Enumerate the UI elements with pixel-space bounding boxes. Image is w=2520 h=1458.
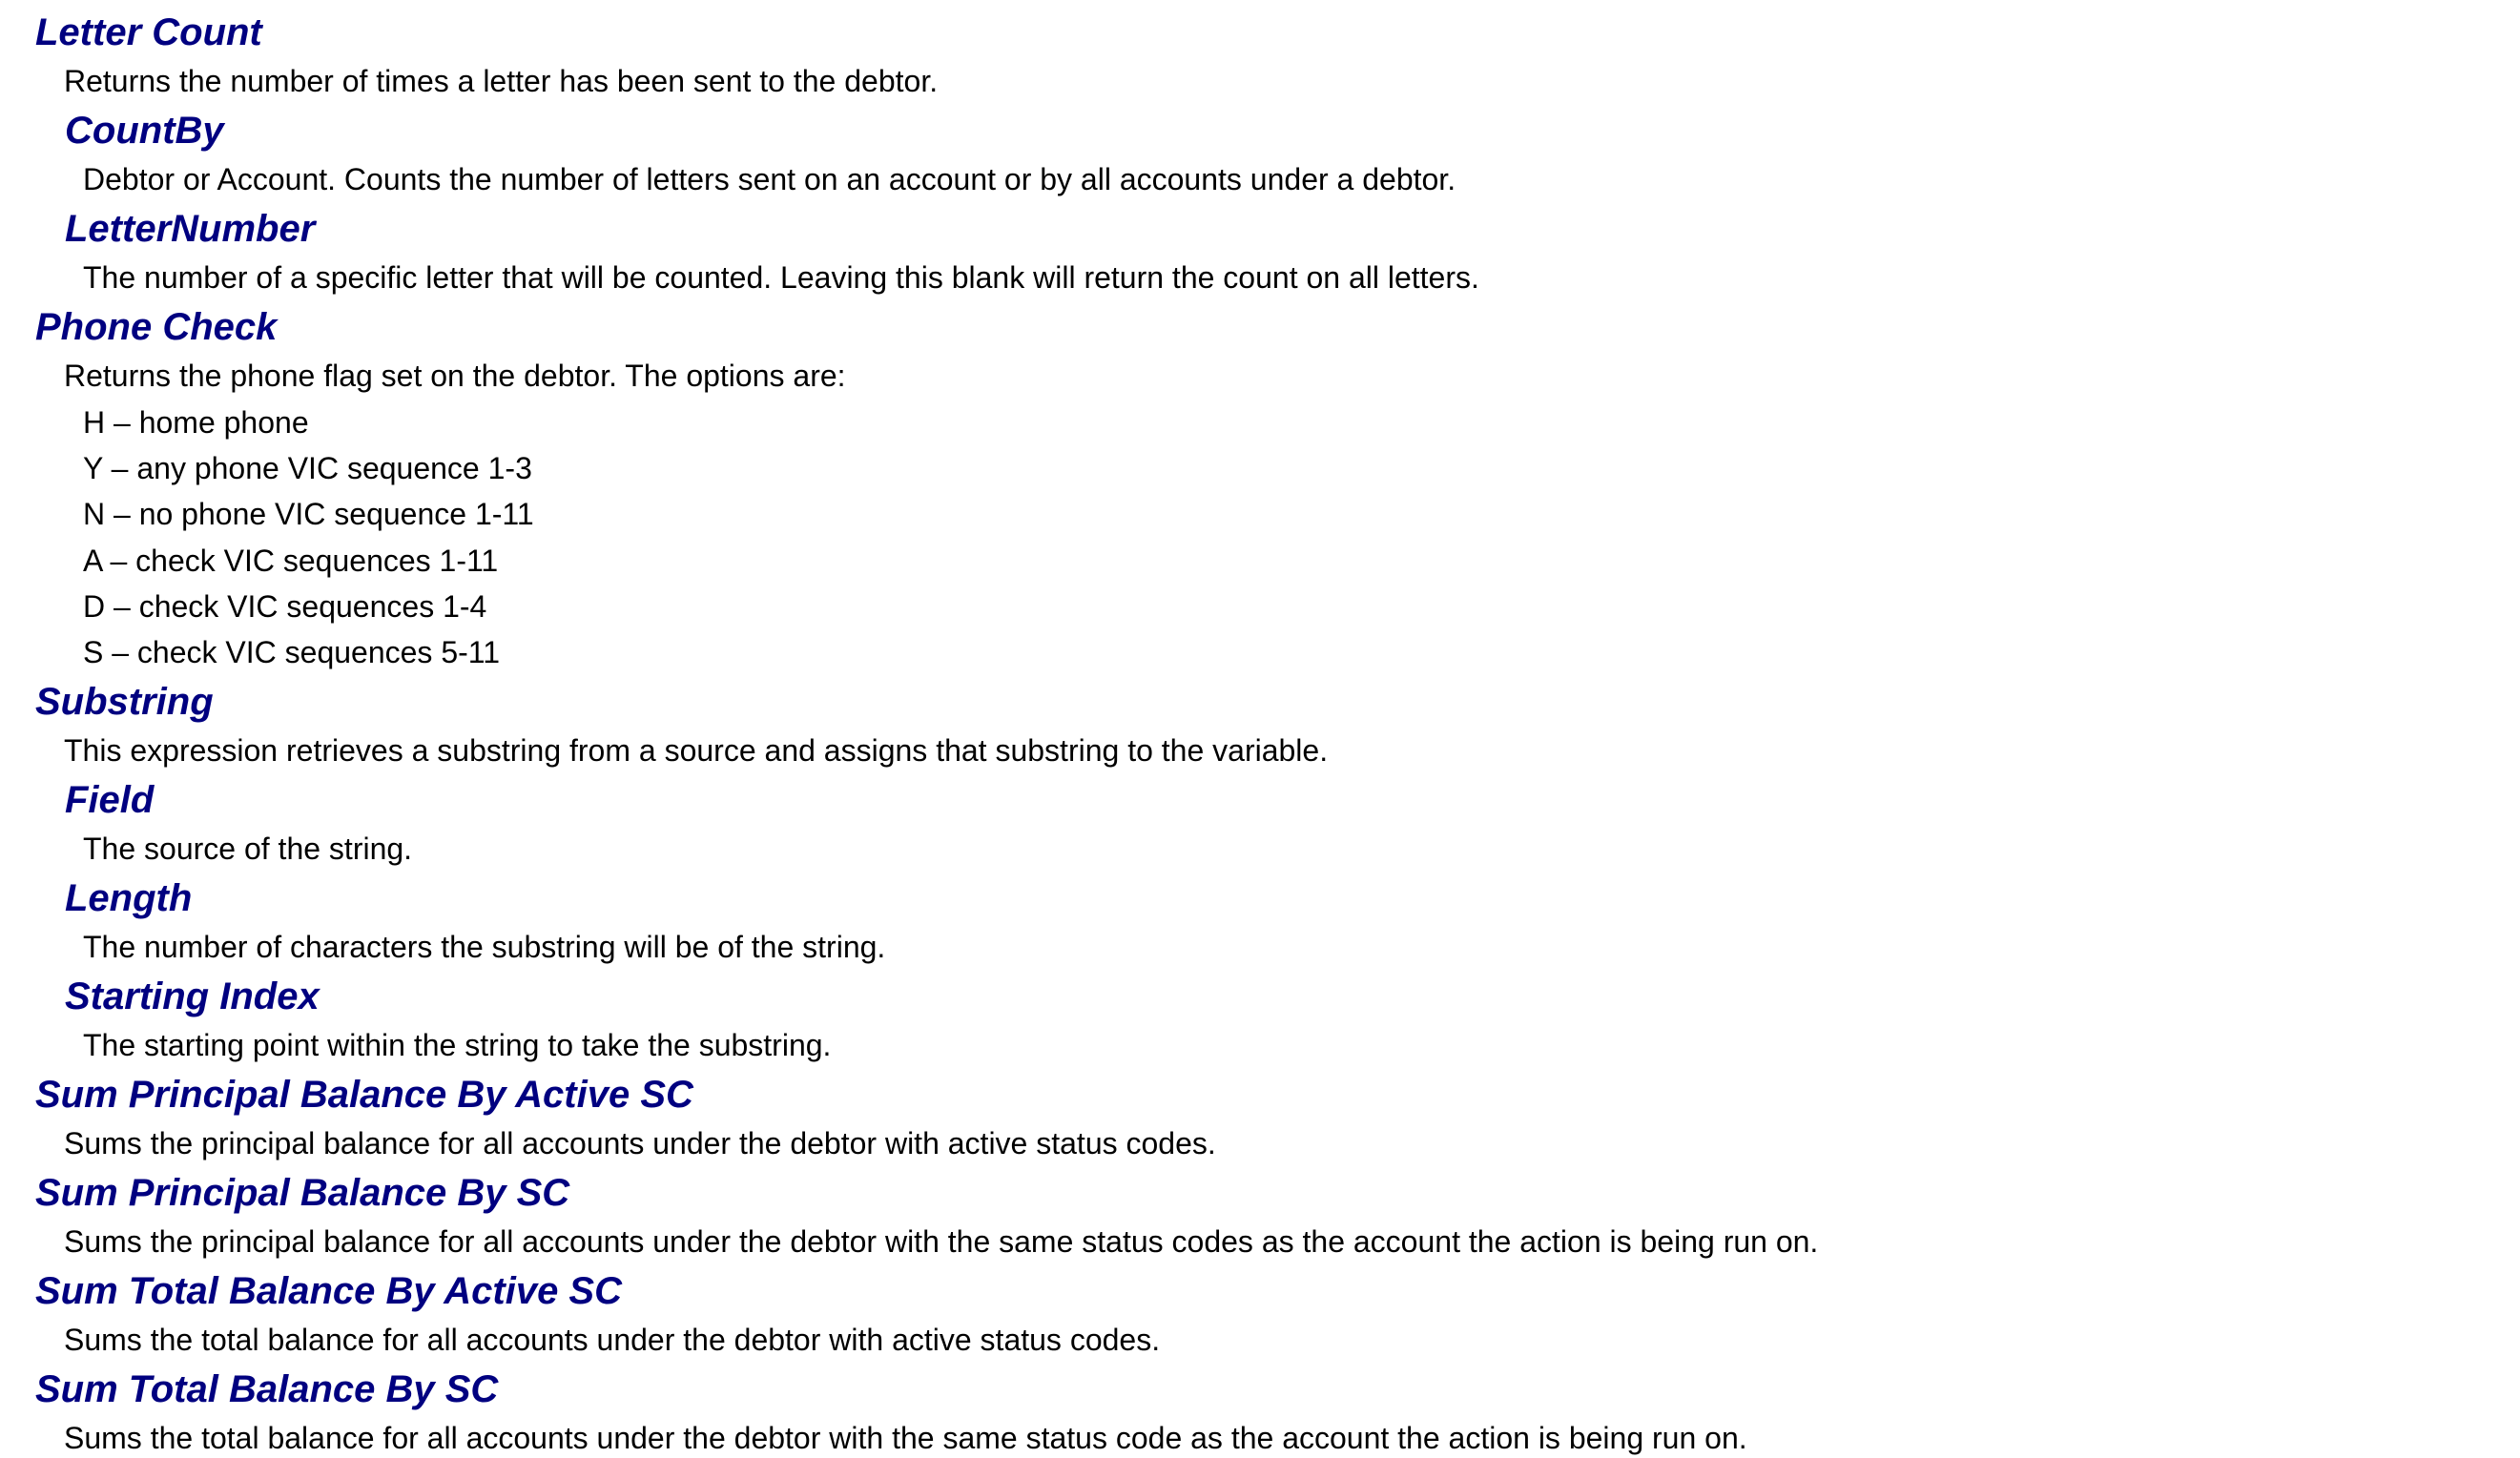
sum-principal-balance-active-sc-description: Sums the principal balance for all accounts under the debtor with active status codes. (64, 1126, 1216, 1160)
sum-total-balance-sc-description: Sums the total balance for all accounts under the debtor with the same status code as the account the action is being run on. (64, 1421, 1747, 1455)
phone-option-item: S – check VIC sequences 5-11 (83, 635, 500, 669)
heading-letter-count: Letter Count (35, 11, 262, 53)
length-description: The number of characters the substring will be of the string. (83, 930, 886, 964)
heading-sum-total-balance-sc: Sum Total Balance By SC (35, 1368, 499, 1410)
heading-length: Length (65, 877, 193, 919)
heading-sum-principal-balance-active-sc: Sum Principal Balance By Active SC (35, 1074, 693, 1116)
phone-option-item: H – home phone (83, 405, 309, 440)
heading-sum-total-balance-active-sc: Sum Total Balance By Active SC (35, 1270, 622, 1312)
phone-option-item: D – check VIC sequences 1-4 (83, 589, 487, 624)
heading-phone-check: Phone Check (35, 306, 278, 348)
countby-description: Debtor or Account. Counts the number of letters sent on an account or by all accounts under a debtor. (83, 162, 1456, 196)
phone-option-item: Y – any phone VIC sequence 1-3 (83, 451, 532, 485)
starting-index-description: The starting point within the string to take the substring. (83, 1028, 832, 1062)
heading-countby: CountBy (65, 110, 224, 152)
heading-substring: Substring (35, 681, 214, 723)
heading-letternumber: LetterNumber (65, 208, 316, 250)
phone-option-item: A – check VIC sequences 1-11 (83, 544, 499, 578)
heading-starting-index: Starting Index (65, 975, 320, 1017)
field-description: The source of the string. (83, 832, 413, 866)
heading-sum-principal-balance-sc: Sum Principal Balance By SC (35, 1172, 570, 1214)
letternumber-description: The number of a specific letter that will be counted. Leaving this blank will return the count on all letters. (83, 260, 1479, 295)
phone-option-item: N – no phone VIC sequence 1-11 (83, 497, 534, 531)
phone-check-description: Returns the phone flag set on the debtor. The options are: (64, 359, 846, 393)
substring-description: This expression retrieves a substring from a source and assigns that substring to the variable. (64, 733, 1329, 768)
letter-count-description: Returns the number of times a letter has been sent to the debtor. (64, 64, 939, 98)
sum-total-balance-active-sc-description: Sums the total balance for all accounts under the debtor with active status codes. (64, 1323, 1161, 1357)
heading-field: Field (65, 779, 155, 821)
sum-principal-balance-sc-description: Sums the principal balance for all accounts under the debtor with the same status codes as the account the action is being run on. (64, 1224, 1819, 1259)
